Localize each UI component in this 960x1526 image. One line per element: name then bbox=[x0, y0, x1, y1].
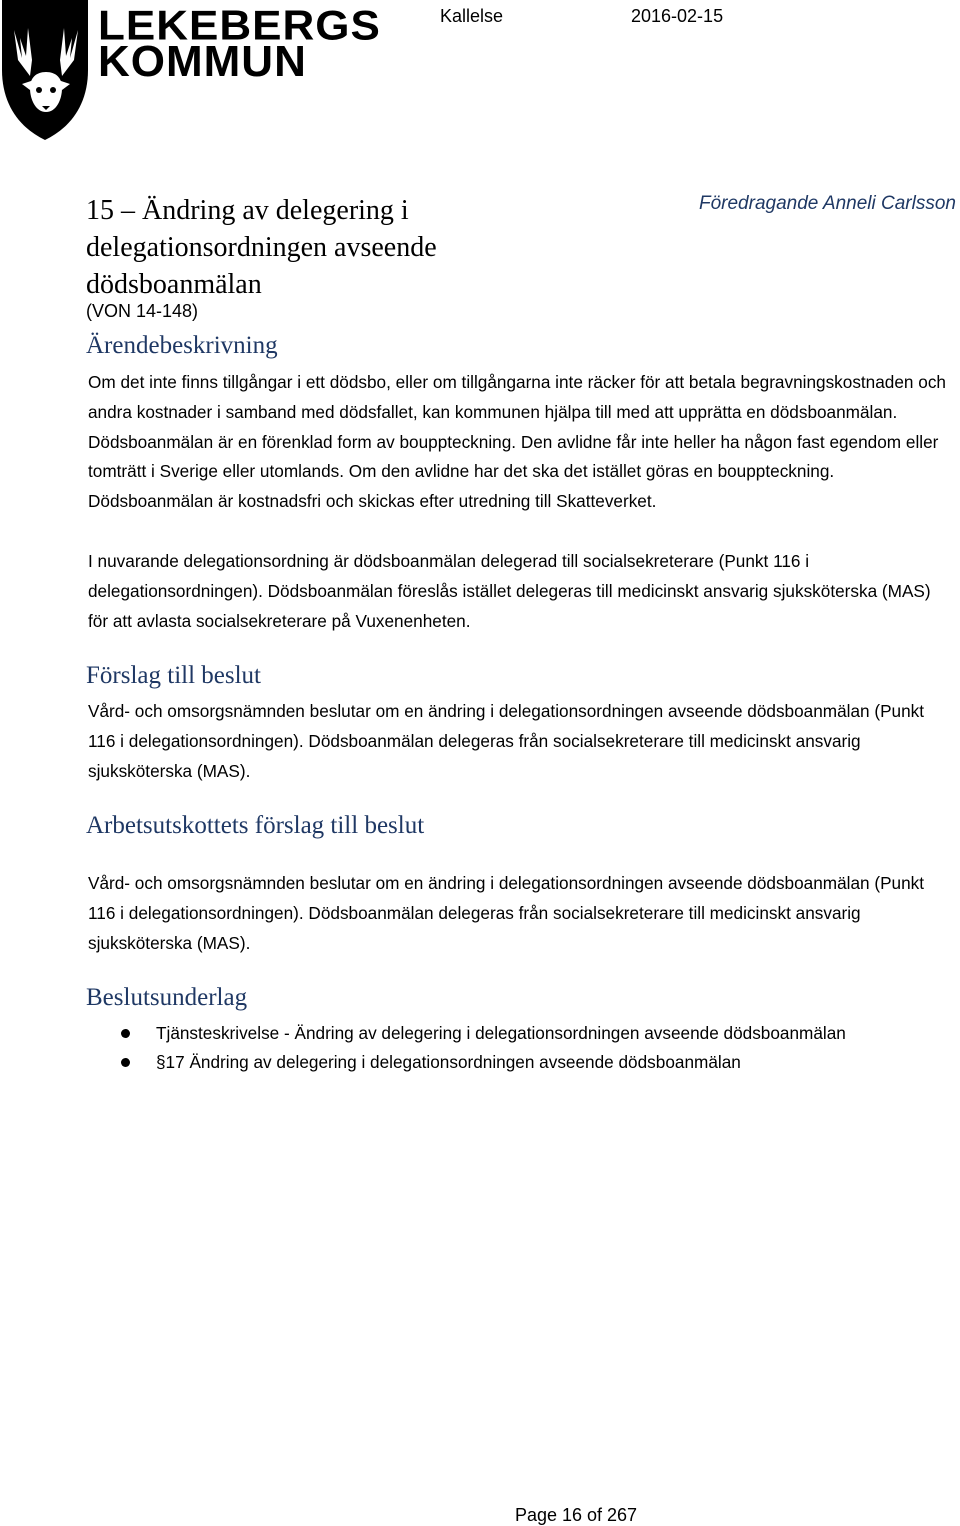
logo-line-2: KOMMUN bbox=[98, 37, 307, 86]
document-type: Kallelse bbox=[440, 6, 504, 26]
arbetsutskott-text: Vård- och omsorgsnämnden beslutar om en ändring i delegationsordningen avseende dödsboanmälan (Punkt 116 i delegationsordningen). Dödsboanmälan delegeras från socialsekreterare till medicinskt ansvarig sjuksköterska (MAS). bbox=[88, 873, 925, 953]
document-date: 2016-02-15 bbox=[631, 6, 724, 26]
heading-beslutsunderlag: Beslutsunderlag bbox=[86, 984, 248, 1011]
case-reference: (VON 14-148) bbox=[86, 301, 199, 321]
deer-head-emblem-icon bbox=[0, 0, 92, 142]
list-item: §17 Ändring av delegering i delegationsordningen avseende dödsboanmälan bbox=[88, 1048, 958, 1077]
arendebeskrivning-paragraph-1: Om det inte finns tillgångar i ett dödsbo, eller om tillgångarna inte räcker för att betala begravningskostnaden och andra kostnader i samband med dödsfallet, kan kommunen hjälpa till med att upprätta en dödsboanmälan. Dödsboanmälan är en förenklad form av bouppteckning. Den avlidne får inte heller ha någon fast egendom eller tomträtt i Sverige eller utomlands. Om den avlidne har det ska det istället göras en bouppteckning. Dödsboanmälan är kostnadsfri och skickas efter utredning till Skatteverket. bbox=[88, 372, 946, 512]
presenter: Föredragande Anneli Carlsson bbox=[698, 193, 956, 214]
list-item: Tjänsteskrivelse - Ändring av delegering i delegationsordningen avseende dödsboanmälan bbox=[88, 1019, 958, 1048]
bullet-icon bbox=[121, 1029, 130, 1038]
heading-arbetsutskottets-forslag: Arbetsutskottets förslag till beslut bbox=[86, 812, 425, 839]
bullet-icon bbox=[121, 1058, 130, 1067]
page-number: Page 16 of 267 bbox=[514, 1505, 638, 1525]
beslutsunderlag-list bbox=[88, 1019, 958, 1077]
heading-forslag-till-beslut: Förslag till beslut bbox=[86, 662, 261, 689]
forslag-text: Vård- och omsorgsnämnden beslutar om en ändring i delegationsordningen avseende dödsboanmälan (Punkt 116 i delegationsordningen). Dödsboanmälan delegeras från socialsekreterare till medicinskt ansvarig sjuksköterska (MAS). bbox=[88, 701, 925, 781]
logo-line-1: LEKEBERGS bbox=[98, 2, 381, 49]
heading-arendebeskrivning: Ärendebeskrivning bbox=[86, 332, 278, 359]
page-footer bbox=[0, 1505, 960, 1526]
municipality-logo bbox=[0, 0, 380, 145]
arendebeskrivning-paragraph-2: I nuvarande delegationsordning är dödsboanmälan delegerad till socialsekreterare (Punkt 116 i delegationsordningen). Dödsboanmälan föreslås istället delegeras till medicinskt ansvarig sjuksköterska (MAS) för att avlasta socialsekreterare på Vuxenenheten. bbox=[88, 551, 931, 631]
item-title: 15 – Ändring av delegering i delegationsordningen avseende dödsboanmälan bbox=[86, 195, 437, 300]
